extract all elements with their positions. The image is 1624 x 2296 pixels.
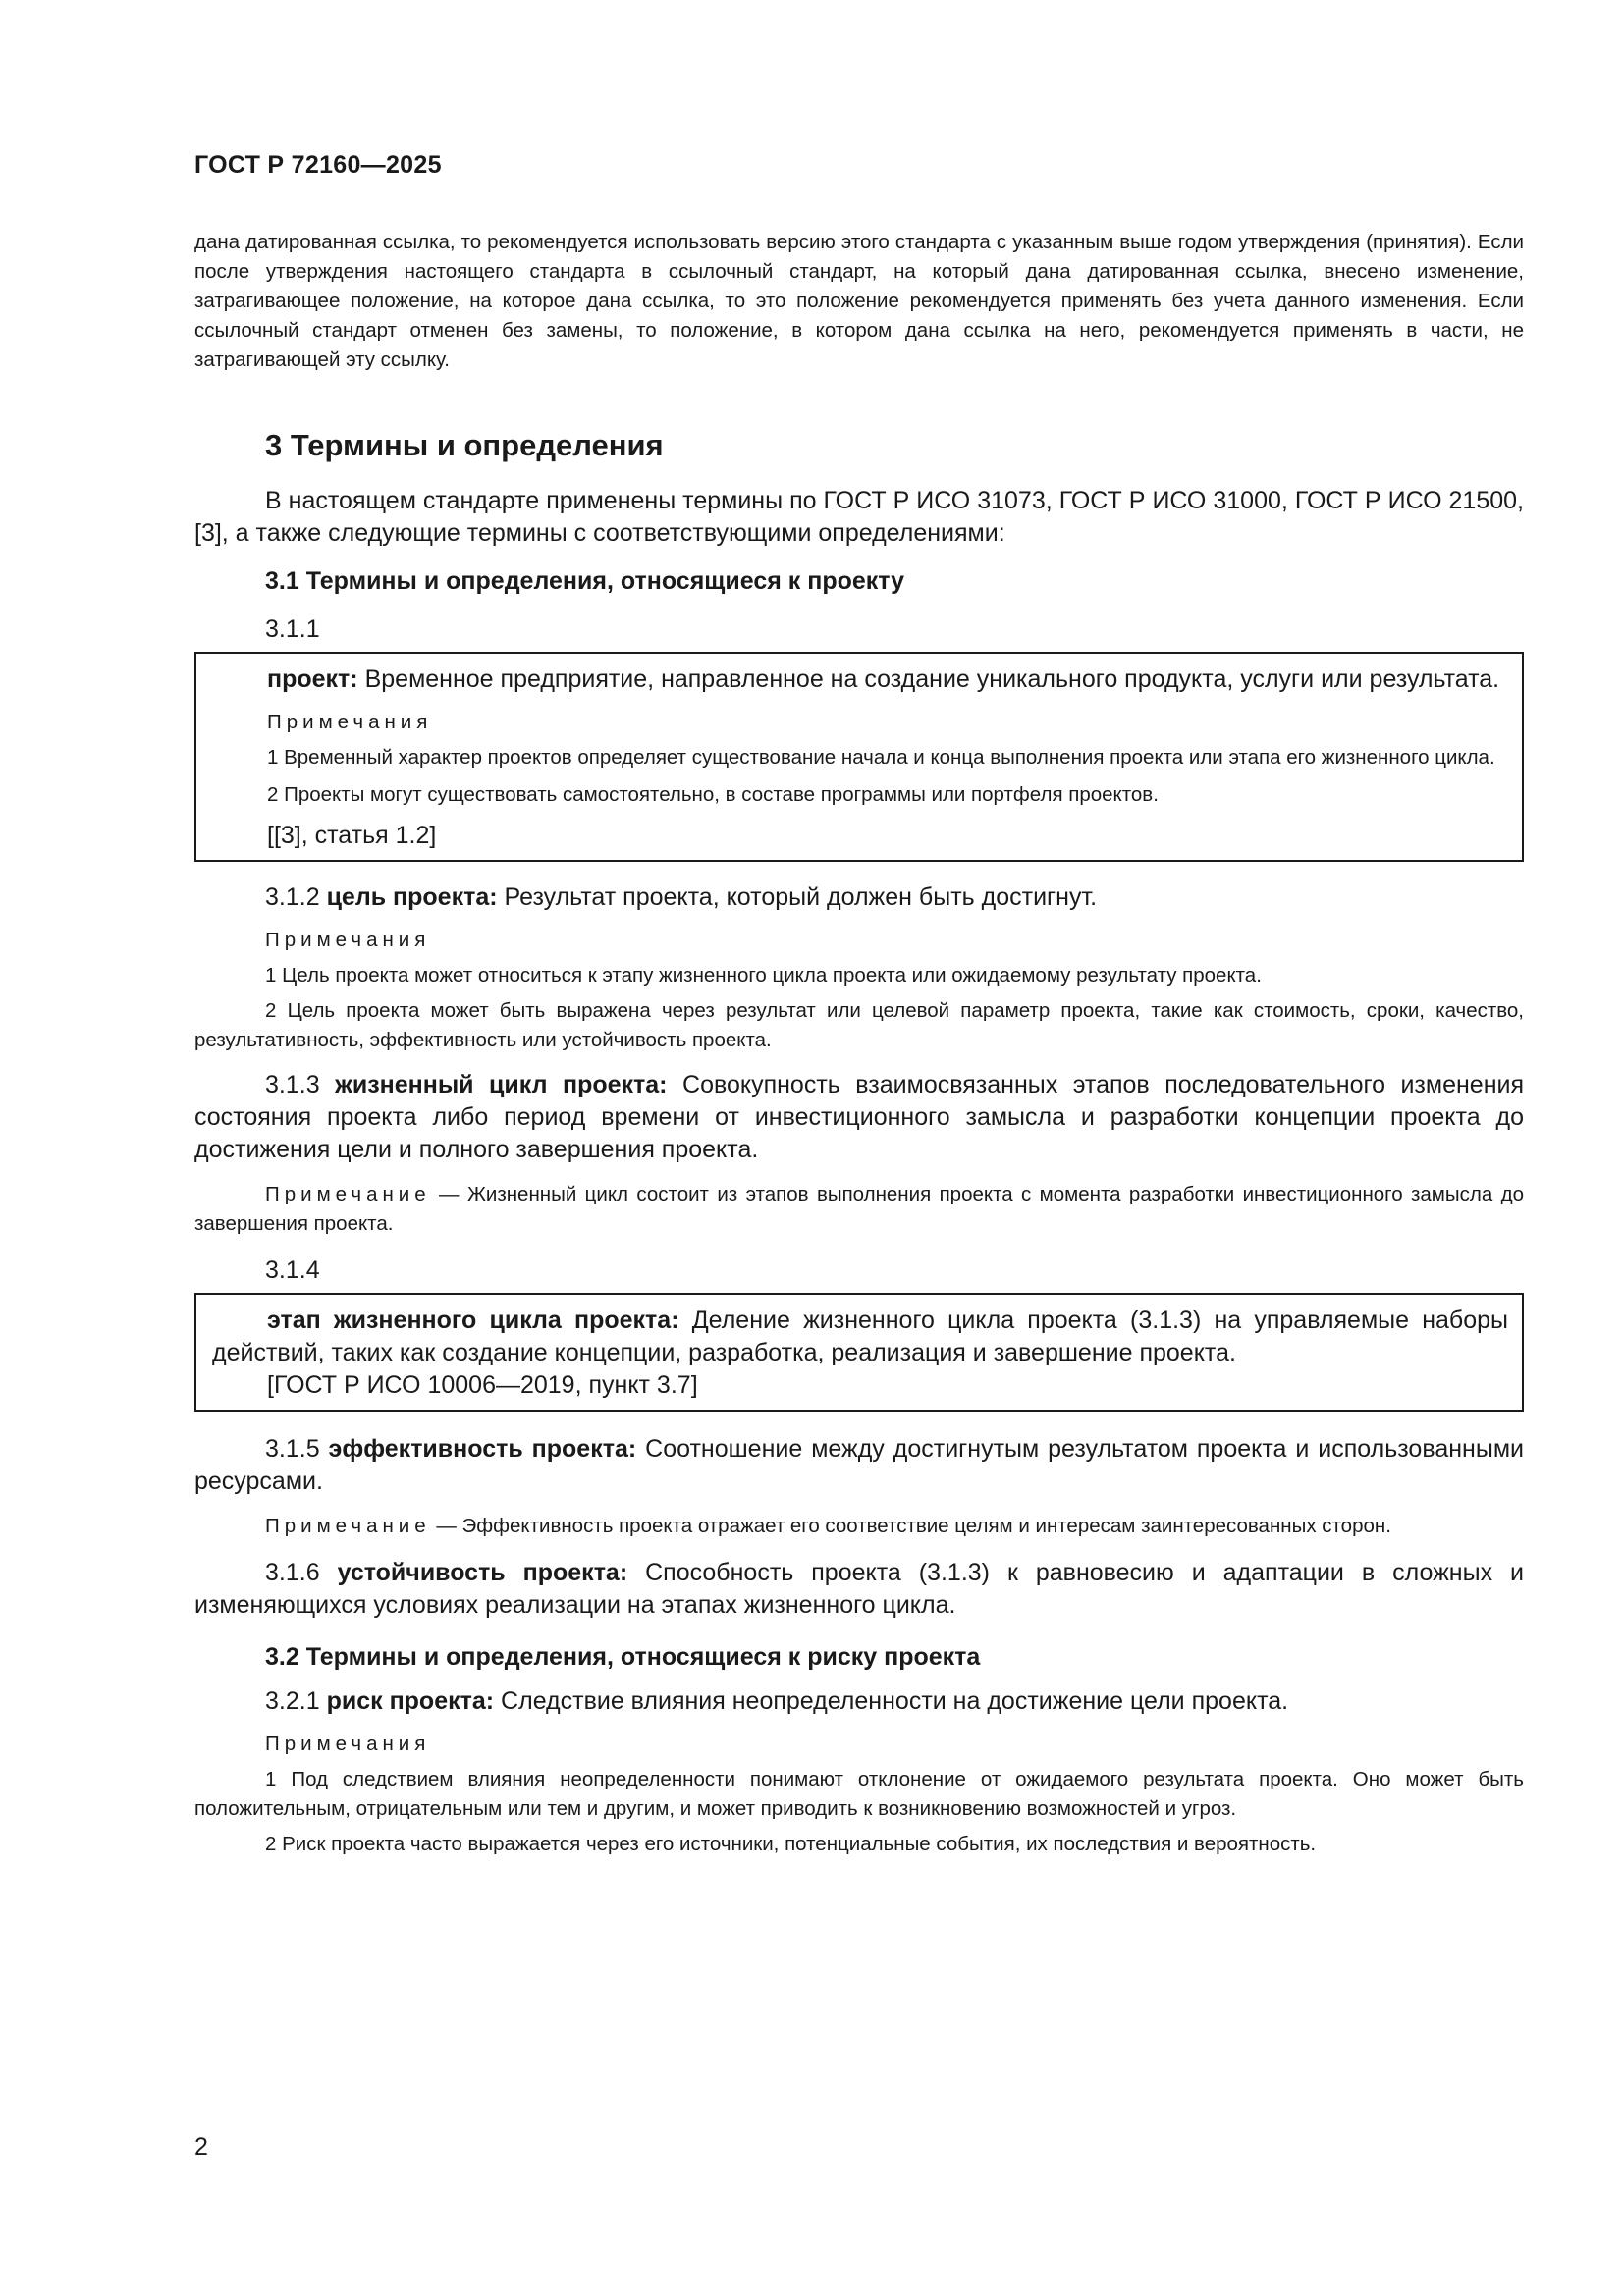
page-content (194, 228, 1524, 1859)
term-definition: Деление жизненного цикла проекта (3.1.3) на управляемые наборы действий, таких как создание концепции, разработка, реализация и завершение проекта. (212, 1307, 1509, 1366)
note-2: 2 Проекты могут существовать самостоятельно, в составе программы или портфеля проектов. (267, 783, 1159, 806)
subsection-title-project: 3.1 Термины и определения, относящиеся к проекту (265, 567, 905, 595)
term-name: эффективность проекта: (328, 1435, 637, 1463)
term-definition: Соотношение между достигнутым результатом проекта и использованными ресурсами. (194, 1435, 1524, 1495)
note-3-1-5 (194, 1512, 1524, 1541)
note-1: 1 Под следствием влияния неопределенности понимают отклонение от ожидаемого результата проекта. Оно может быть положительным, отрицательным или тем и другим, и может приводить к возникновению возможностей и угроз. (194, 1768, 1524, 1820)
term-number: 3.1.3 (265, 1071, 336, 1098)
note-label: Примечание (265, 1183, 431, 1205)
term-box-3-1-4 (194, 1293, 1524, 1412)
term-definition: Следствие влияния неопределенности на достижение цели проекта. (494, 1687, 1289, 1715)
intro-paragraph: дана датированная ссылка, то рекомендуется использовать версию этого стандарта с указанным выше годом утверждения (принятия). Если после утверждения настоящего стандарта в ссылочный стандарт, на который дана датированная ссылка, внесено изменение, затрагивающее положение, на которое дана ссылка, то это положение рекомендуется применять без учета данного изменения. Если ссылочный стандарт отменен без замены, то положение, в котором дана ссылка на него, рекомендуется применять в части, не затрагивающей эту ссылку. (194, 231, 1524, 371)
note-1: 1 Цель проекта может относиться к этапу жизненного цикла проекта или ожидаемому результату проекта. (265, 964, 1262, 987)
term-number-3-1-4: 3.1.4 (265, 1256, 320, 1284)
term-definition: Совокупность взаимосвязанных этапов последовательного изменения состояния проекта либо период времени от инвестиционного замысла и разработки концепции проекта до достижения цели и полного завершения проекта. (194, 1071, 1524, 1163)
document-code-header: ГОСТ Р 72160—2025 (194, 151, 442, 179)
term-name: жизненный цикл проекта: (335, 1071, 668, 1098)
section-title: 3 Термины и определения (265, 428, 664, 462)
term-name: риск проекта: (326, 1687, 495, 1715)
term-entry-3-1-2 (194, 881, 1524, 914)
term-box-3-1-1 (194, 652, 1524, 862)
notes-label: Примечания (265, 1733, 431, 1755)
note-1: 1 Временный характер проектов определяет существование начала и конца выполнения проекта или этапа его жизненного цикла. (267, 746, 1495, 769)
term-name: этап жизненного цикла проекта: (267, 1307, 679, 1334)
term-definition: Временное предприятие, направленное на создание уникального продукта, услуги или результата. (357, 666, 1500, 693)
note-text: — Жизненный цикл состоит из этапов выполнения проекта с момента разработки инвестиционного замысла до завершения проекта. (194, 1183, 1524, 1235)
page-number: 2 (194, 2133, 208, 2161)
term-name: цель проекта: (326, 883, 498, 911)
term-definition: Способность проекта (3.1.3) к равновесию и адаптации в сложных и изменяющихся условиях реализации на этапах жизненного цикла. (194, 1559, 1524, 1619)
term-number: 3.1.6 (265, 1559, 338, 1586)
term-source: [ГОСТ Р ИСО 10006—2019, пункт 3.7] (267, 1371, 698, 1399)
term-entry-3-1-3 (194, 1069, 1524, 1166)
term-name: проект: (267, 666, 358, 693)
term-number: 3.2.1 (265, 1687, 327, 1715)
term-number-3-1-1: 3.1.1 (265, 615, 320, 643)
term-entry-3-2-1 (194, 1685, 1524, 1718)
note-2: 2 Риск проекта часто выражается через его источники, потенциальные события, их последствия и вероятность. (265, 1833, 1317, 1855)
note-text: — Эффективность проекта отражает его соответствие целям и интересам заинтересованных сторон. (430, 1515, 1391, 1537)
term-source: [[3], статья 1.2] (267, 822, 437, 849)
term-entry (212, 664, 1508, 696)
notes-label: Примечания (267, 711, 433, 733)
notes-label: Примечания (265, 929, 431, 951)
section-intro: В настоящем стандарте применены термины по ГОСТ Р ИСО 31073, ГОСТ Р ИСО 31000, ГОСТ Р ИСО 21500, [3], а также следующие термины с соответствующими определениями: (194, 487, 1524, 547)
note-2: 2 Цель проекта может быть выражена через результат или целевой параметр проекта, такие как стоимость, сроки, качество, результативность, эффективность или устойчивость проекта. (194, 999, 1524, 1051)
term-entry-3-1-6 (194, 1557, 1524, 1622)
term-definition: Результат проекта, который должен быть достигнут. (497, 883, 1098, 911)
note-label: Примечание (265, 1515, 431, 1537)
note-3-1-3 (194, 1180, 1524, 1239)
subsection-title-risk: 3.2 Термины и определения, относящиеся к риску проекта (265, 1643, 981, 1671)
term-number: 3.1.5 (265, 1435, 329, 1463)
term-name: устойчивость проекта: (337, 1559, 628, 1586)
term-entry-3-1-5 (194, 1433, 1524, 1498)
term-number: 3.1.2 (265, 883, 327, 911)
term-entry (212, 1305, 1508, 1369)
